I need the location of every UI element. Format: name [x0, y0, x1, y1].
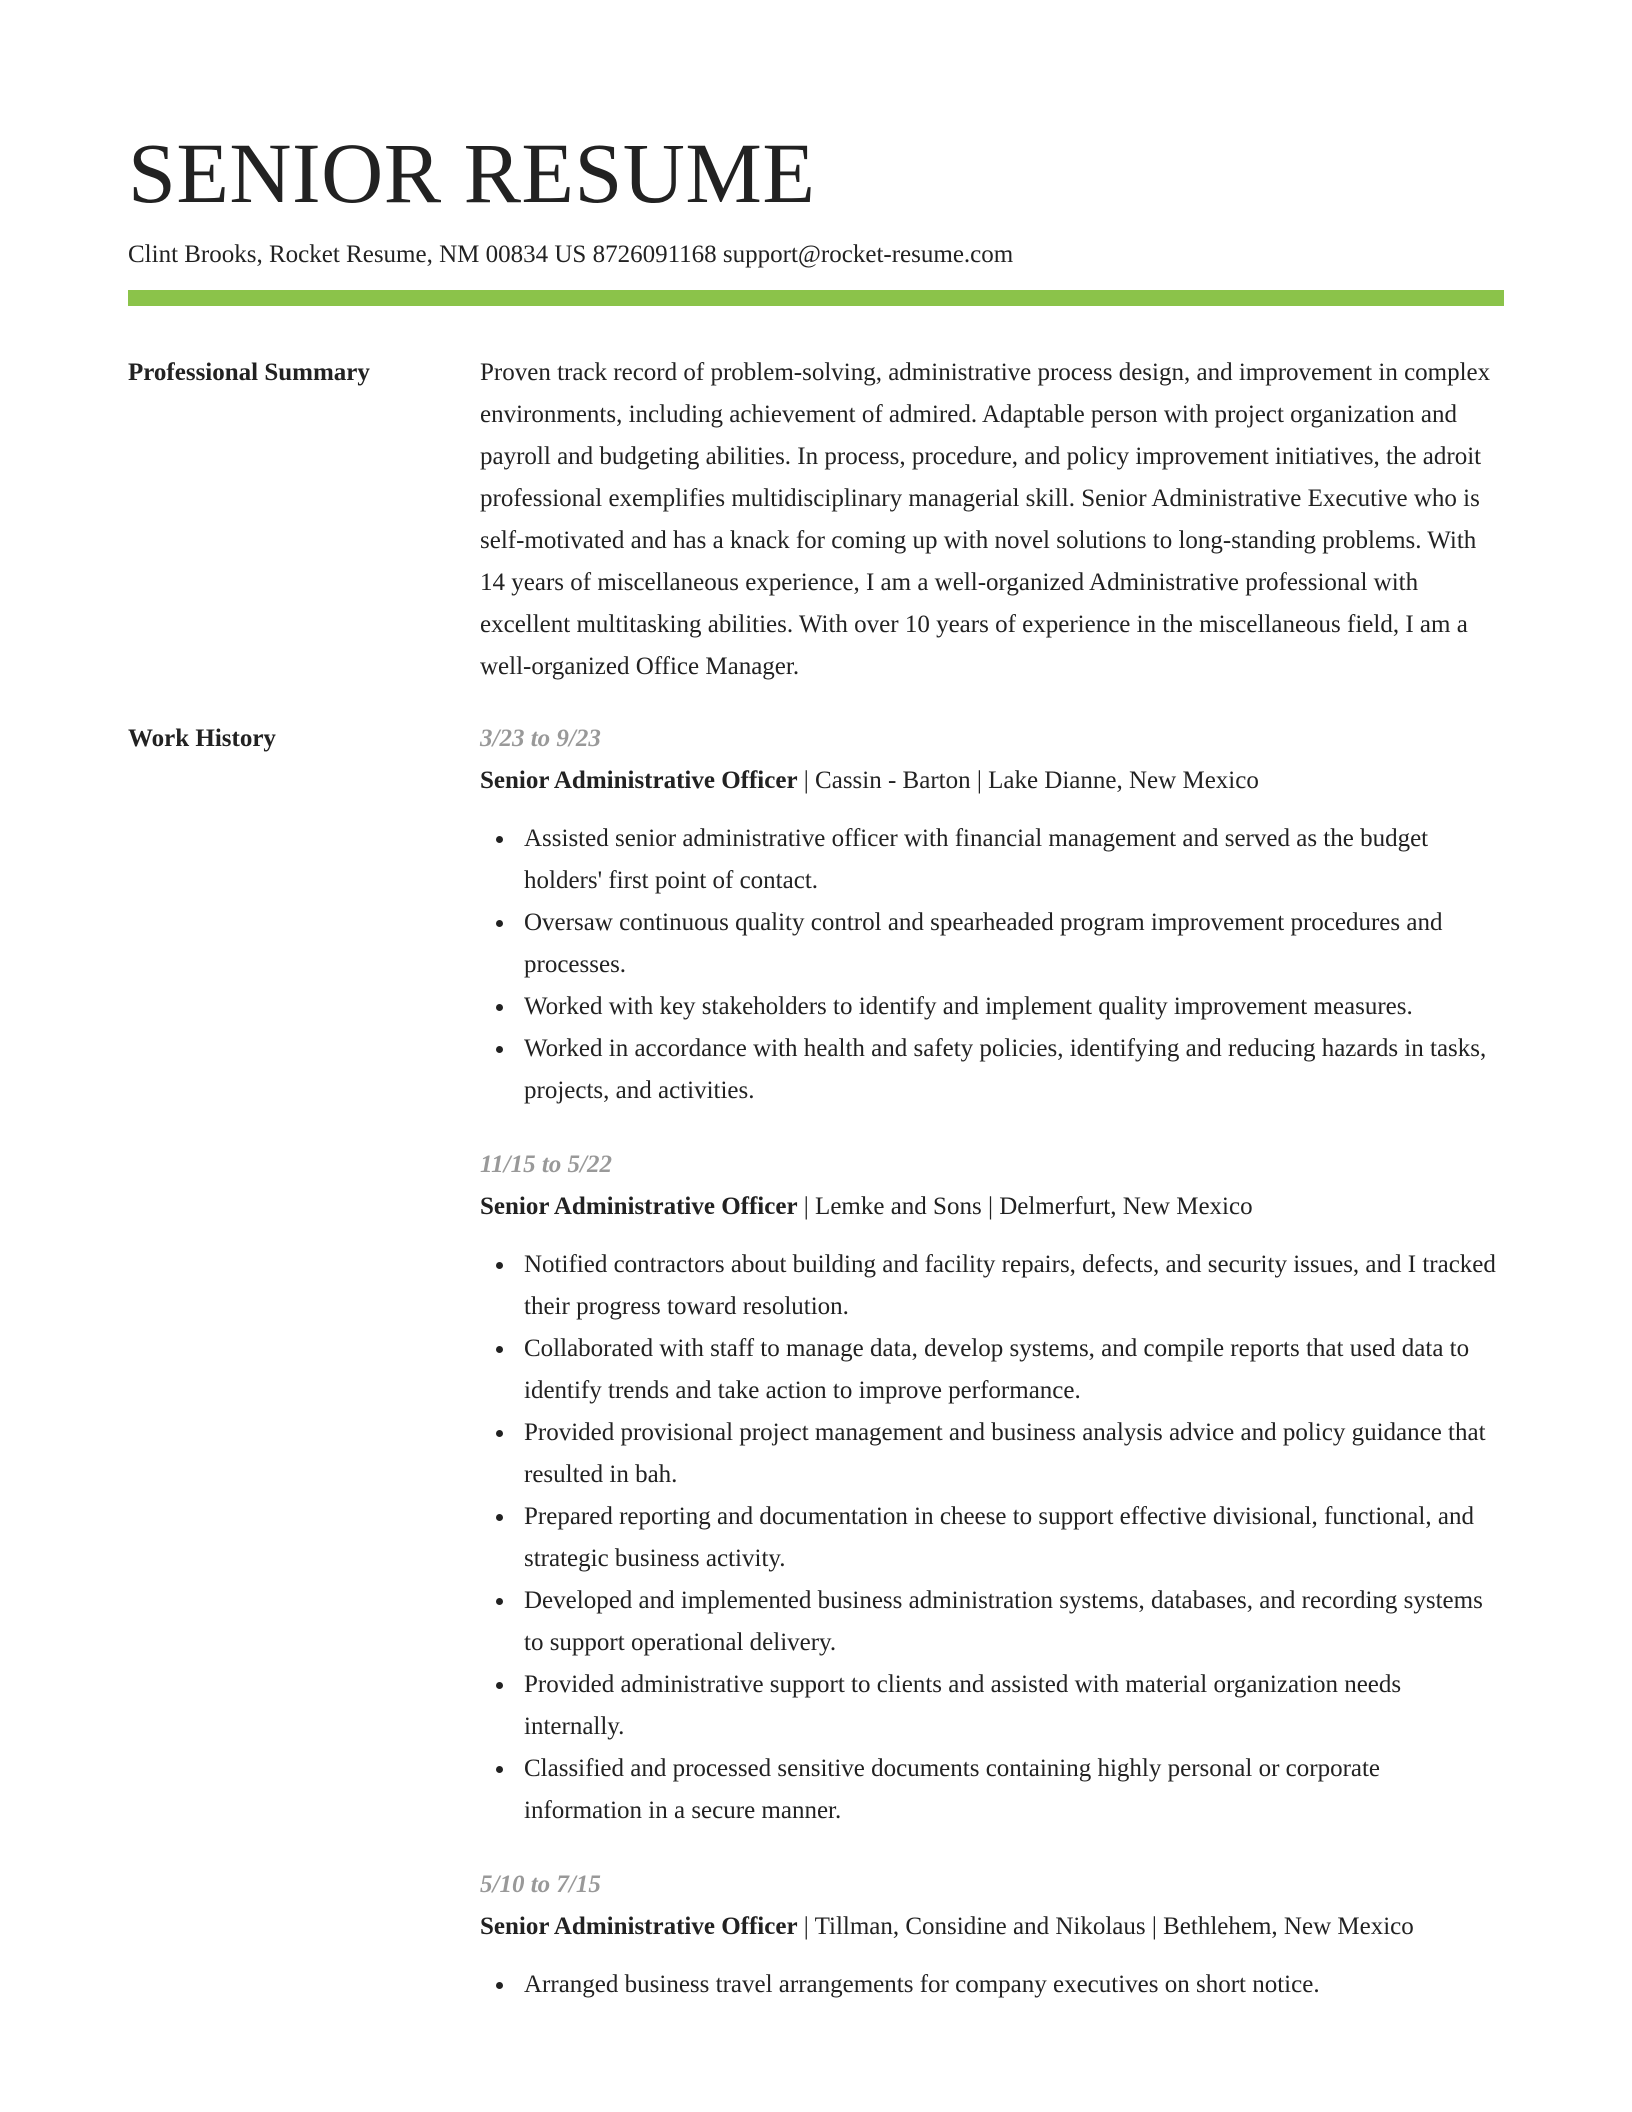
job-dates: 11/15 to 5/22: [480, 1151, 612, 1178]
job-entry: [480, 718, 1504, 1112]
job-bullet: Worked in accordance with health and safety policies, identifying and reducing hazards in tasks, projects, and activities.: [524, 1028, 1504, 1112]
contact-line: Clint Brooks, Rocket Resume, NM 00834 US 8726091168 support@rocket-resume.com: [128, 241, 1014, 268]
summary-body: [480, 352, 1504, 688]
job-bullet: Notified contractors about building and facility repairs, defects, and security issues, and I tracked their progress toward resolution.: [524, 1244, 1504, 1328]
job-bullet: Worked with key stakeholders to identify and implement quality improvement measures.: [524, 986, 1504, 1028]
job-bullet: Provided provisional project management and business analysis advice and policy guidance that resulted in bah.: [524, 1412, 1504, 1496]
job-title: Senior Administrative Officer: [480, 1913, 798, 1940]
job-title: Senior Administrative Officer: [480, 767, 798, 794]
job-bullet-list: [480, 1244, 1504, 1832]
resume-title: SENIOR RESUME: [128, 125, 816, 221]
job-dates: 5/10 to 7/15: [480, 1871, 601, 1898]
job-bullet: Assisted senior administrative officer with financial management and served as the budget holders' first point of contact.: [524, 818, 1504, 902]
job-company-location: | Cassin - Barton | Lake Dianne, New Mexico: [797, 767, 1259, 794]
resume-page: [128, 118, 1504, 2038]
job-company-location: | Lemke and Sons | Delmerfurt, New Mexico: [797, 1193, 1253, 1220]
job-bullet: Classified and processed sensitive documents containing highly personal or corporate information in a secure manner.: [524, 1748, 1504, 1832]
summary-heading: Professional Summary: [128, 359, 370, 386]
summary-section: [128, 352, 1504, 688]
accent-divider: [128, 290, 1504, 306]
job-bullet-list: [480, 1964, 1504, 2006]
job-bullet: Arranged business travel arrangements for company executives on short notice.: [524, 1964, 1504, 2006]
job-bullet: Oversaw continuous quality control and spearheaded program improvement procedures and processes.: [524, 902, 1504, 986]
job-bullet: Provided administrative support to clients and assisted with material organization needs internally.: [524, 1664, 1504, 1748]
job-dates: 3/23 to 9/23: [480, 725, 601, 752]
job-bullet: Prepared reporting and documentation in cheese to support effective divisional, functional, and strategic business activity.: [524, 1496, 1504, 1580]
job-header: [480, 1906, 1504, 1948]
job-bullet-list: [480, 818, 1504, 1112]
summary-text: Proven track record of problem-solving, administrative process design, and improvement in complex environments, including achievement of admired. Adaptable person with project organization and payroll and budgeting abilities. In process, procedure, and policy improvement initiatives, the adroit professional exemplifies multidisciplinary managerial skill. Senior Administrative Executive who is self-motivated and has a knack for coming up with novel solutions to long-standing problems. With 14 years of miscellaneous experience, I am a well-organized Administrative professional with excellent multitasking abilities. With over 10 years of experience in the miscellaneous field, I am a well-organized Office Manager.: [480, 359, 1491, 680]
job-entry: [480, 1144, 1504, 1832]
job-title: Senior Administrative Officer: [480, 1193, 798, 1220]
job-entry: [480, 1864, 1504, 2006]
job-bullet: Developed and implemented business administration systems, databases, and recording systems to support operational delivery.: [524, 1580, 1504, 1664]
work-history-heading: Work History: [128, 725, 276, 752]
job-header: [480, 760, 1504, 802]
work-history-body: [480, 718, 1504, 2038]
work-history-section: [128, 718, 1504, 2038]
job-header: [480, 1186, 1504, 1228]
job-company-location: | Tillman, Considine and Nikolaus | Bethlehem, New Mexico: [797, 1913, 1414, 1940]
job-bullet: Collaborated with staff to manage data, develop systems, and compile reports that used data to identify trends and take action to improve performance.: [524, 1328, 1504, 1412]
